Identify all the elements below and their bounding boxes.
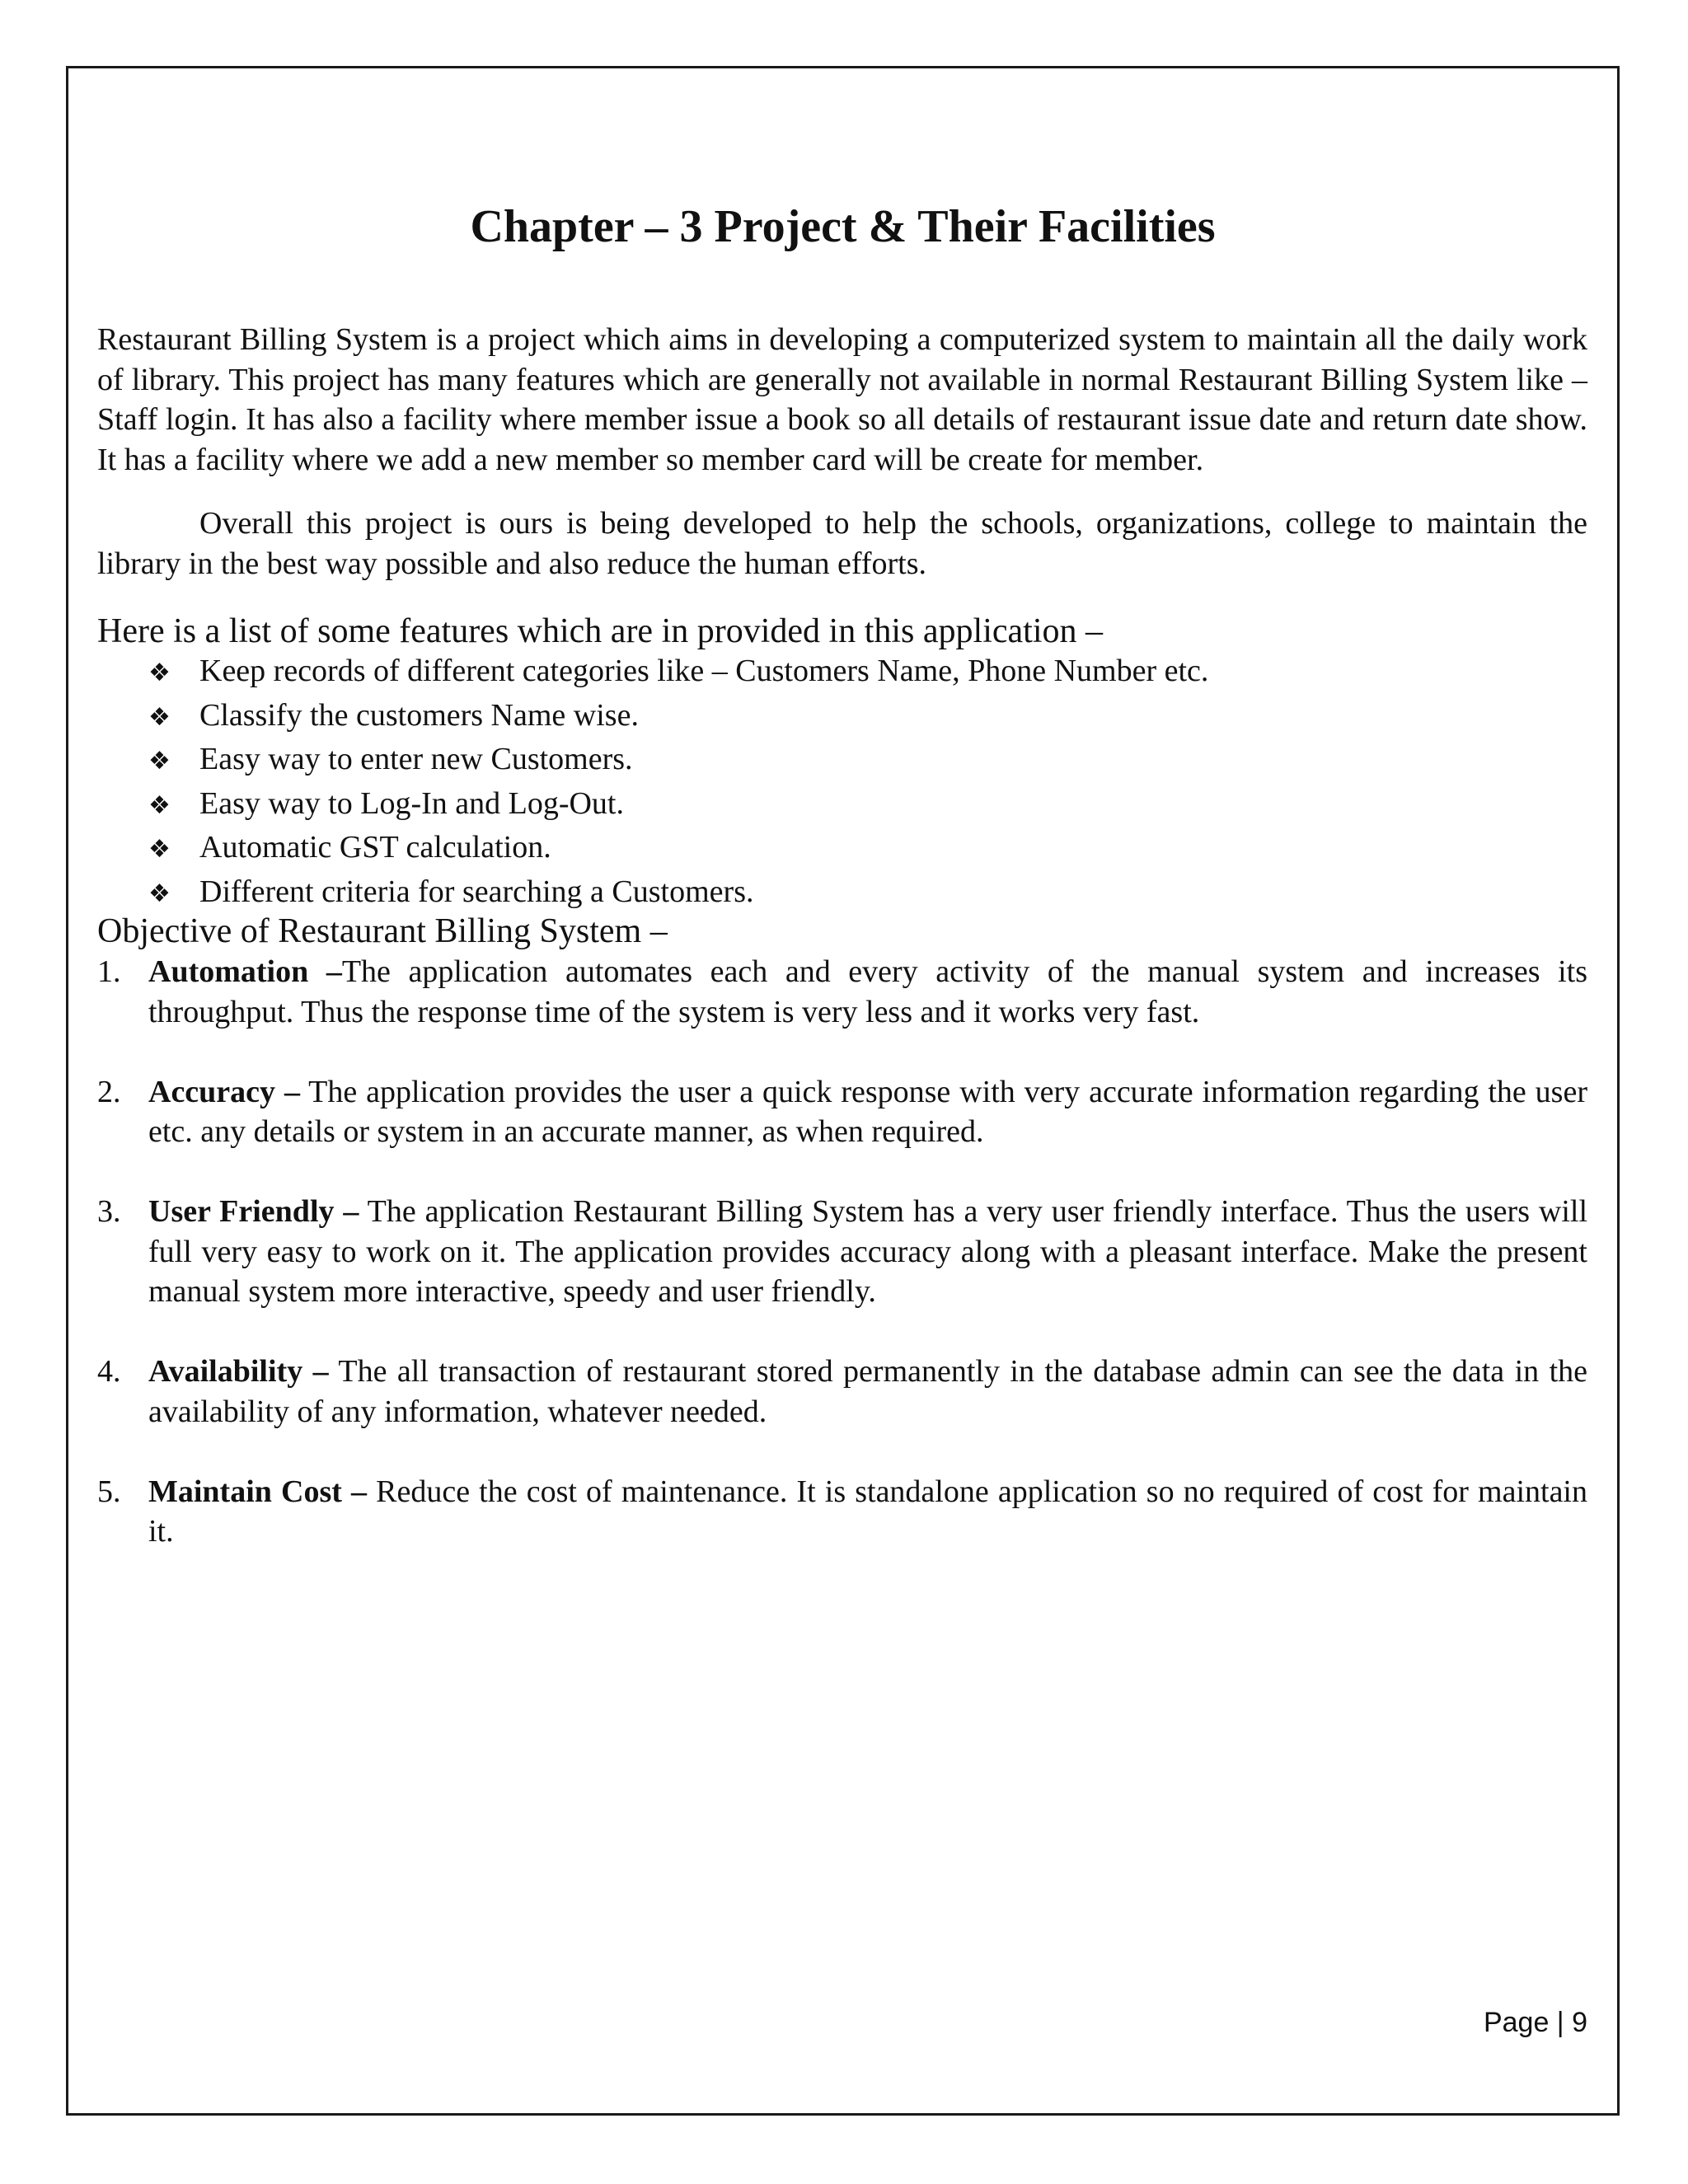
- objective-number: 4.: [97, 1354, 121, 1389]
- diamond-bullet-icon: ❖: [148, 747, 171, 776]
- features-list: [97, 650, 1587, 915]
- objective-label: Maintain Cost –: [148, 1474, 368, 1509]
- overall-paragraph: Overall this project is ours is being developed to help the schools, organizations, college to maintain the library in the best way possible and also reduce the human efforts.: [97, 506, 1587, 581]
- page-number: Page | 9: [1483, 2007, 1587, 2038]
- feature-item: [97, 783, 1587, 827]
- objective-body: [148, 1472, 1587, 1552]
- objective-body: [148, 1072, 1587, 1152]
- feature-item: [97, 827, 1587, 871]
- intro-paragraph: Restaurant Billing System is a project which aims in developing a computerized system to maintain all the daily work of library. This project has many features which are generally not available in normal Restaurant Billing System like – Staff login. It has also a facility where member issue a book so all details of restaurant issue date and return date show. It has a facility where we add a new member so member card will be create for member.: [97, 322, 1587, 477]
- feature-text: Keep records of different categories like – Customers Name, Phone Number etc.: [199, 654, 1209, 688]
- objective-body: [148, 952, 1587, 1032]
- diamond-bullet-icon: ❖: [148, 702, 171, 732]
- chapter-title: Chapter – 3 Project & Their Facilities: [470, 201, 1216, 252]
- feature-item: [97, 738, 1587, 783]
- objective-item: [97, 1072, 1587, 1152]
- objective-text: The application automates each and every activity of the manual system and increases its throughput. Thus the response time of the system is very less and it works very fast.: [148, 954, 1587, 1029]
- objective-text: Reduce the cost of maintenance. It is standalone application so no required of cost for maintain it.: [148, 1474, 1587, 1549]
- feature-item: [97, 695, 1587, 739]
- feature-item: [97, 650, 1587, 695]
- objective-number: 1.: [97, 954, 121, 989]
- objective-label: User Friendly –: [148, 1194, 359, 1229]
- objective-number: 3.: [97, 1194, 121, 1229]
- objective-text: The all transaction of restaurant stored permanently in the database admin can see the data in the availability of any information, whatever needed.: [148, 1354, 1587, 1429]
- objective-heading: Objective of Restaurant Billing System –: [97, 912, 668, 950]
- feature-text: Easy way to Log-In and Log-Out.: [199, 785, 624, 821]
- objective-item: [97, 1192, 1587, 1312]
- features-heading: Here is a list of some features which are in provided in this application –: [97, 612, 1103, 650]
- feature-text: Automatic GST calculation.: [199, 830, 551, 865]
- feature-text: Easy way to enter new Customers.: [199, 742, 633, 776]
- objective-body: [148, 1352, 1587, 1432]
- objective-item: [97, 952, 1587, 1032]
- objective-text: The application provides the user a quick response with very accurate information regarding the user etc. any details or system in an accurate manner, as when required.: [148, 1074, 1587, 1149]
- objective-number: 2.: [97, 1074, 121, 1109]
- objectives-list: [97, 952, 1587, 1591]
- diamond-bullet-icon: ❖: [148, 790, 171, 820]
- feature-text: Classify the customers Name wise.: [199, 697, 639, 733]
- diamond-bullet-icon: ❖: [148, 658, 171, 687]
- objective-text: The application Restaurant Billing System has a very user friendly interface. Thus the users will full very easy to work on it. The application provides accuracy along with a pleasant interface. Make the present manual system more interactive, speedy and user friendly.: [148, 1194, 1588, 1309]
- objective-body: [148, 1192, 1587, 1312]
- objective-item: [97, 1472, 1587, 1552]
- objective-label: Accuracy –: [148, 1074, 300, 1109]
- objective-item: [97, 1352, 1587, 1432]
- diamond-bullet-icon: ❖: [148, 879, 171, 908]
- objective-number: 5.: [97, 1474, 121, 1509]
- feature-item: [97, 871, 1587, 916]
- diamond-bullet-icon: ❖: [148, 835, 171, 864]
- objective-label: Automation –: [148, 954, 342, 989]
- feature-text: Different criteria for searching a Customers.: [199, 874, 754, 909]
- objective-label: Availability –: [148, 1354, 329, 1389]
